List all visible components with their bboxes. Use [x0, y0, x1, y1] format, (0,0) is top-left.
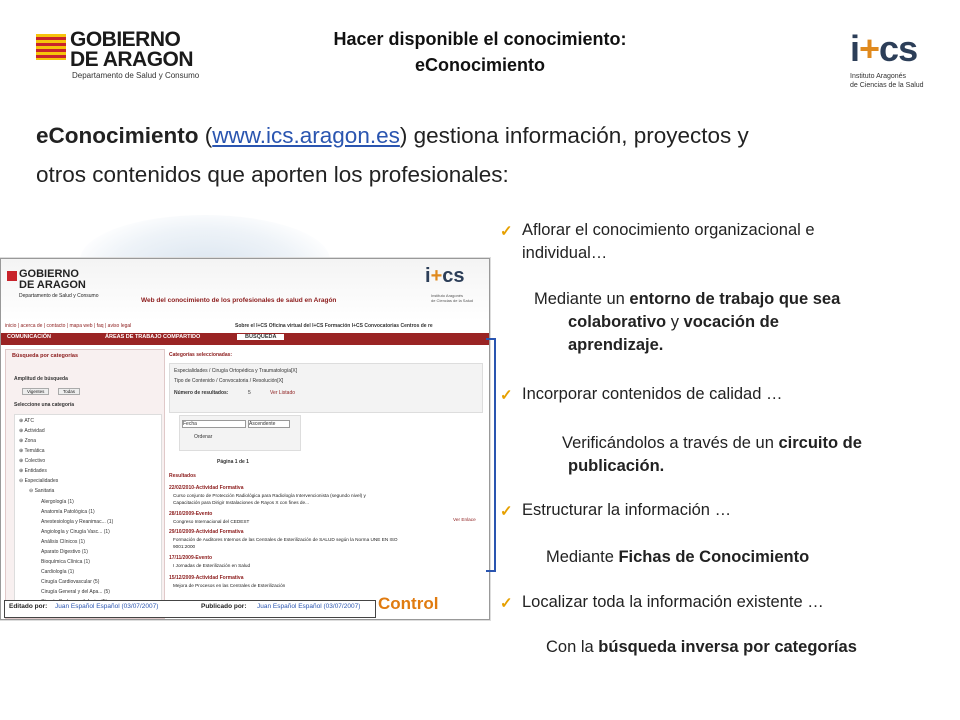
tree-item[interactable]: ⊕ Entidades [19, 468, 47, 474]
checkmark-icon: ✓ [500, 595, 513, 612]
tree-leaf[interactable]: Cirugía General y del Apa... (5) [41, 589, 110, 595]
gobierno-aragon-logo [36, 30, 214, 84]
bullet-1-sub [534, 288, 954, 357]
portal-logo [19, 269, 99, 302]
portal-links-bar [1, 321, 489, 331]
select-category-label: Seleccione una categoría [14, 402, 75, 408]
bullet-4: Localizar toda la información existente … [522, 593, 824, 611]
sort-field-select[interactable]: Fecha [182, 420, 246, 428]
portal-ics-cs: cs [442, 265, 465, 287]
tab-comunicacion[interactable]: COMUNICACIÓN [7, 334, 51, 340]
result-text: Formación de Auditores Internos de las Centrales de Esterilización de SALUD según la Norma UNE EN ISO [173, 537, 398, 542]
bullet-1-sub-pre: Mediante un [534, 290, 630, 308]
bullet-4-sub-b1: búsqueda inversa por categorías [598, 638, 857, 656]
selected-cat-1[interactable]: Especialidades / Cirugía Ortopédica y Traumatología[X] [174, 368, 298, 374]
ics-link[interactable]: www.ics.aragon.es [212, 123, 400, 148]
bullet-4-sub [546, 636, 956, 659]
results-panel [165, 349, 485, 617]
result-head[interactable]: 15/12/2009-Actividad Formativa [169, 575, 244, 581]
tab-busqueda[interactable]: BÚSQUEDA [237, 334, 284, 340]
headline-open-paren: ( [198, 123, 213, 148]
ver-listado-link[interactable]: Ver Listado [270, 390, 296, 396]
portal-title: Web del conocimiento de los profesionales de salud en Aragón [141, 297, 337, 304]
result-text: Curso conjunto de Protección Radiológica para Radiología Intervencionista (segundo nivel) y [173, 493, 366, 498]
bullet-1-line-1: Aflorar el conocimiento organizacional e [522, 221, 815, 239]
publicado-value: Juan Español Español (03/07/2007) [257, 603, 361, 610]
portal-nav-links[interactable]: Sobre el I+CS Oficina virtual del I+CS Formación I+CS Convocatorias Centros de re [235, 323, 433, 329]
ver-enlace-link[interactable]: Ver Enlace [453, 517, 476, 522]
ics-i: i [850, 28, 860, 69]
logo-line-1: GOBIERNO [70, 28, 181, 51]
tree-leaf[interactable]: Angiología y Cirugía Vasc... (1) [41, 529, 110, 535]
portal-ics-plus: + [430, 265, 443, 287]
result-text: Congreso Internacional del CEDEST [173, 519, 250, 524]
bullet-2-sub-pre: Verificándolos a través de un [562, 434, 779, 452]
bullet-2-sub-b1: circuito de [778, 434, 862, 452]
portal-logo-l1: GOBIERNO [19, 268, 79, 280]
selected-cats-header: Categorías seleccionadas: [169, 352, 233, 358]
ics-subtitle [850, 72, 960, 90]
bullet-4-sub-pre: Con la [546, 638, 599, 656]
aragon-flag-icon [36, 34, 66, 60]
tree-item[interactable]: ⊕ Zona [19, 438, 36, 444]
headline-rest: ) gestiona información, proyectos y [399, 123, 749, 148]
headline [36, 116, 936, 194]
checkmark-icon: ✓ [500, 503, 513, 520]
sort-direction-select[interactable]: Ascendente [248, 420, 290, 428]
tree-item[interactable]: ⊕ ATC [19, 418, 34, 424]
portal-ics-sub [431, 293, 473, 303]
bullet-1-sub-mid: y [666, 313, 684, 331]
portal-tabs [1, 333, 489, 345]
slide-title-line-2: eConocimiento [414, 55, 545, 75]
portal-ics-logo [425, 265, 465, 288]
slide-title [240, 26, 720, 78]
tree-item[interactable]: ⊖ Especialidades [19, 478, 59, 484]
ics-subtitle-line-1: Instituto Aragonés [850, 73, 907, 80]
category-panel-header: Búsqueda por categorías [12, 353, 79, 359]
logo-line-3: Departamento de Salud y Consumo [72, 71, 200, 80]
tree-item[interactable]: ⊕ Temática [19, 448, 45, 454]
result-head[interactable]: 22/02/2010-Actividad Formativa [169, 485, 244, 491]
tree-leaf[interactable]: Análisis Clínicos (1) [41, 539, 85, 545]
category-search-panel [5, 349, 165, 619]
tree-leaf[interactable]: Bioquímica Clínica (1) [41, 559, 90, 565]
portal-logo-l3: Departamento de Salud y Consumo [19, 293, 99, 299]
tree-leaf[interactable]: Anatomía Patológica (1) [41, 509, 95, 515]
portal-flag-icon [7, 271, 17, 281]
portal-logo-l2: DE ARAGON [19, 279, 86, 291]
portal-screenshot [0, 258, 490, 620]
pagination: Página 1 de 1 [217, 459, 249, 465]
bullet-3-sub [546, 546, 946, 569]
tree-leaf[interactable]: Alergología (1) [41, 499, 74, 505]
control-label: Control [378, 594, 439, 613]
bullet-1-sub-b1: entorno de trabajo que sea [629, 290, 841, 308]
result-text: Mejora de Procesos en las Centrales de Esterilización [173, 583, 286, 588]
slide-title-line-1: Hacer disponible el conocimiento: [333, 29, 627, 49]
ics-cs: cs [879, 28, 918, 69]
portal-header [1, 259, 489, 322]
selected-cat-2[interactable]: Tipo de Contenido / Convocatoria / Resolución[X] [174, 378, 284, 384]
headline-bold: eConocimiento [36, 123, 199, 148]
result-head[interactable]: 29/10/2009-Actividad Formativa [169, 529, 244, 535]
logo-line-2: DE ARAGON [70, 48, 194, 71]
tab-areas-trabajo[interactable]: ÁREAS DE TRABAJO COMPARTIDO [105, 334, 201, 340]
result-text: I Jornadas de Esterilización en Salud [173, 563, 251, 568]
tree-leaf[interactable]: Aparato Digestivo (1) [41, 549, 88, 555]
portal-utility-links[interactable]: inicio | acerca de | contacto | mapa web | faq | aviso legal [5, 323, 132, 329]
selected-cats-box [169, 363, 483, 413]
portal-ics-sub-1: Instituto Aragonés [431, 293, 464, 298]
results-header: Resultados [169, 473, 196, 479]
publicado-label: Publicado por: [201, 603, 247, 610]
result-text-2: 9001:2000 [173, 544, 196, 549]
ics-logo [850, 28, 950, 92]
num-results-value: 5 [248, 390, 251, 396]
tree-item[interactable]: ⊕ Colectivo [19, 458, 46, 464]
tree-leaf[interactable]: Cardiología (1) [41, 569, 75, 575]
editado-label: Editado por: [9, 603, 48, 610]
result-text-2: Capacitación para Dirigir Instalaciones de Rayos X con fines de... [173, 500, 310, 505]
bullet-1 [522, 219, 942, 265]
checkmark-icon: ✓ [500, 387, 513, 404]
result-head[interactable]: 28/10/2009-Evento [169, 511, 213, 517]
bullet-2-sub-b2: publicación. [568, 457, 665, 475]
tree-leaf[interactable]: Anestesiología y Reanimac... (1) [41, 519, 114, 525]
bullet-3-sub-pre: Mediante [546, 548, 619, 566]
headline-line-2: otros contenidos que aporten los profesionales: [36, 162, 509, 187]
blue-bracket [486, 338, 496, 572]
vigentes-button[interactable]: Vigentes [22, 388, 49, 395]
portal-ics-i: i [425, 265, 431, 287]
ics-mark [850, 28, 917, 70]
bullet-2-sub [562, 432, 942, 478]
ics-subtitle-line-2: de Ciencias de la Salud [850, 82, 924, 89]
bullet-3: Estructurar la información … [522, 501, 732, 519]
amplitud-label: Amplitud de búsqueda [14, 376, 68, 382]
bullet-3-sub-b1: Fichas de Conocimiento [618, 548, 810, 566]
bullet-1-sub-b4: aprendizaje. [568, 336, 664, 354]
editado-value: Juan Español Español (03/07/2007) [55, 603, 159, 610]
checkmark-icon: ✓ [500, 223, 513, 240]
portal-ics-sub-2: de Ciencias de la Salud [431, 298, 474, 303]
ordenar-button[interactable]: Ordenar [194, 434, 213, 440]
bullet-1-sub-b2: colaborativo [568, 313, 667, 331]
sort-box [179, 415, 301, 451]
ics-plus: + [859, 28, 880, 69]
result-head[interactable]: 17/11/2009-Evento [169, 555, 213, 561]
tree-item[interactable]: ⊕ Actividad [19, 428, 45, 434]
category-tree [14, 414, 162, 616]
bullet-2: Incorporar contenidos de calidad … [522, 385, 783, 403]
bullet-1-sub-b3: vocación de [683, 313, 779, 331]
todas-button[interactable]: Todas [58, 388, 80, 395]
portal-footer [4, 600, 376, 618]
bullet-1-line-2: individual… [522, 244, 608, 262]
tree-leaf[interactable]: Cirugía Cardiovascular (5) [41, 579, 100, 585]
num-results-label: Número de resultados: [174, 390, 229, 396]
tree-item-sanitaria[interactable]: ⊖ Sanitaria [29, 488, 55, 494]
